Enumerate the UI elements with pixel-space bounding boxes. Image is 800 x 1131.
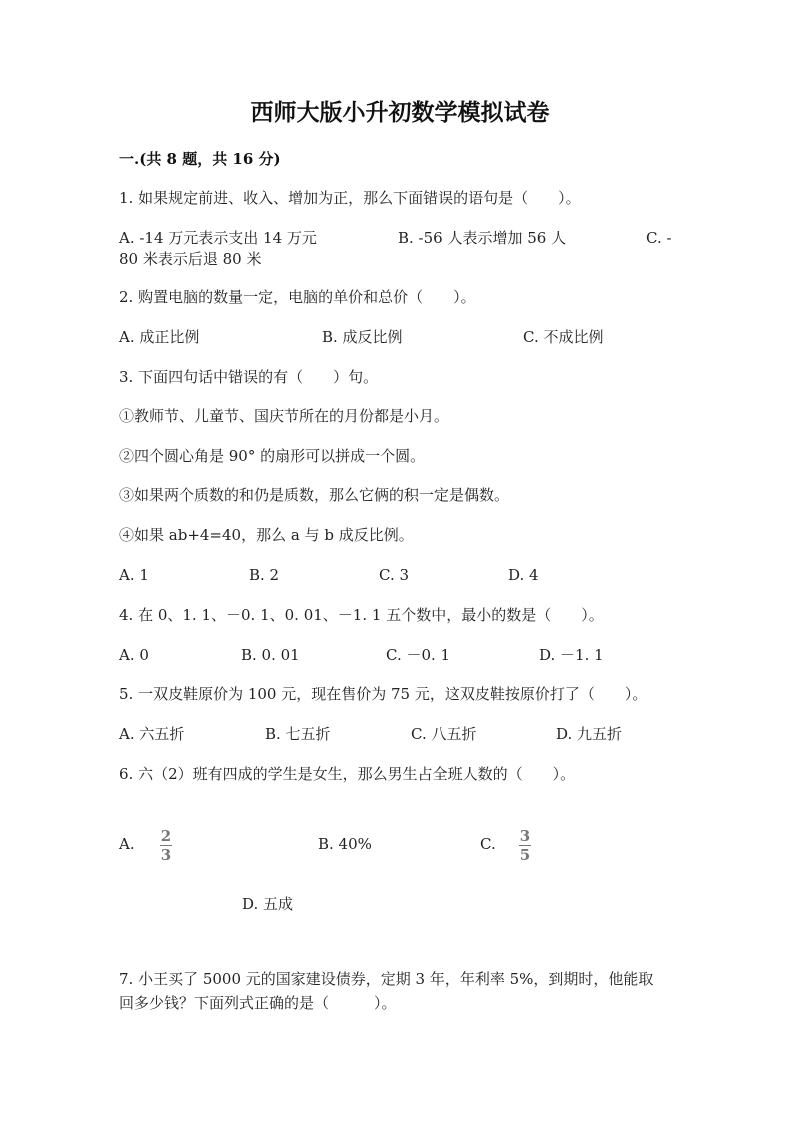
fraction-denominator: 3 bbox=[160, 846, 172, 864]
question-7-stem-line-1: 7. 小王买了 5000 元的国家建设债券，定期 3 年，年利率 5%，到期时，他能取 bbox=[119, 970, 654, 988]
question-6-option-b: B. 40% bbox=[318, 835, 372, 853]
question-1-stem: 1. 如果规定前进、收入、增加为正，那么下面错误的语句是（ ）。 bbox=[119, 189, 581, 207]
question-1-option-b: B. -56 人表示增加 56 人 bbox=[398, 229, 567, 247]
question-4-stem: 4. 在 0、1. 1、－0. 1、0. 01、－1. 1 五个数中，最小的数是（ ）。 bbox=[119, 606, 604, 624]
section-header: 一.(共 8 题，共 16 分) bbox=[119, 150, 281, 168]
question-4-option-c: C. －0. 1 bbox=[386, 646, 451, 664]
question-1-option-c: C. - bbox=[646, 229, 672, 247]
question-4-option-d: D. －1. 1 bbox=[539, 646, 604, 664]
question-6-option-c-fraction bbox=[519, 828, 531, 863]
question-6-option-a-fraction bbox=[160, 828, 172, 863]
fraction-numerator: 3 bbox=[519, 827, 531, 845]
question-2-stem: 2. 购置电脑的数量一定，电脑的单价和总价（ ）。 bbox=[119, 288, 476, 306]
question-3-option-b: B. 2 bbox=[249, 566, 280, 584]
question-3-stem: 3. 下面四句话中错误的有（ ）句。 bbox=[119, 368, 379, 386]
question-3-statement-1: ①教师节、儿童节、国庆节所在的月份都是小月。 bbox=[119, 407, 450, 425]
question-6-option-d: D. 五成 bbox=[242, 895, 294, 913]
question-2-option-a: A. 成正比例 bbox=[119, 328, 200, 346]
question-7-stem-line-2: 回多少钱？下面列式正确的是（ ）。 bbox=[119, 994, 397, 1012]
question-6-option-a-label: A. bbox=[119, 835, 135, 853]
question-3-statement-4: ④如果 ab+4=40，那么 a 与 b 成反比例。 bbox=[119, 526, 414, 544]
question-3-statement-2: ②四个圆心角是 90° 的扇形可以拼成一个圆。 bbox=[119, 447, 426, 465]
question-6-option-c-label: C. bbox=[480, 835, 496, 853]
question-5-stem: 5. 一双皮鞋原价为 100 元，现在售价为 75 元，这双皮鞋按原价打了（ ）。 bbox=[119, 685, 648, 703]
question-2-option-c: C. 不成比例 bbox=[523, 328, 604, 346]
question-5-option-d: D. 九五折 bbox=[556, 725, 623, 743]
question-4-option-b: B. 0. 01 bbox=[241, 646, 300, 664]
fraction-numerator: 2 bbox=[160, 827, 172, 845]
question-5-option-a: A. 六五折 bbox=[119, 725, 185, 743]
question-1-option-c-continued: 80 米表示后退 80 米 bbox=[119, 250, 262, 268]
question-1-option-a: A. -14 万元表示支出 14 万元 bbox=[119, 229, 317, 247]
question-3-statement-3: ③如果两个质数的和仍是质数，那么它俩的积一定是偶数。 bbox=[119, 486, 510, 504]
question-4-option-a: A. 0 bbox=[119, 646, 149, 664]
question-3-option-d: D. 4 bbox=[508, 566, 539, 584]
question-3-option-a: A. 1 bbox=[119, 566, 149, 584]
fraction-denominator: 5 bbox=[519, 846, 531, 864]
question-2-option-b: B. 成反比例 bbox=[322, 328, 403, 346]
page-title: 西师大版小升初数学模拟试卷 bbox=[250, 99, 550, 126]
question-6-stem: 6. 六（2）班有四成的学生是女生，那么男生占全班人数的（ ）。 bbox=[119, 765, 576, 783]
question-5-option-b: B. 七五折 bbox=[265, 725, 331, 743]
question-3-option-c: C. 3 bbox=[379, 566, 410, 584]
question-5-option-c: C. 八五折 bbox=[411, 725, 477, 743]
